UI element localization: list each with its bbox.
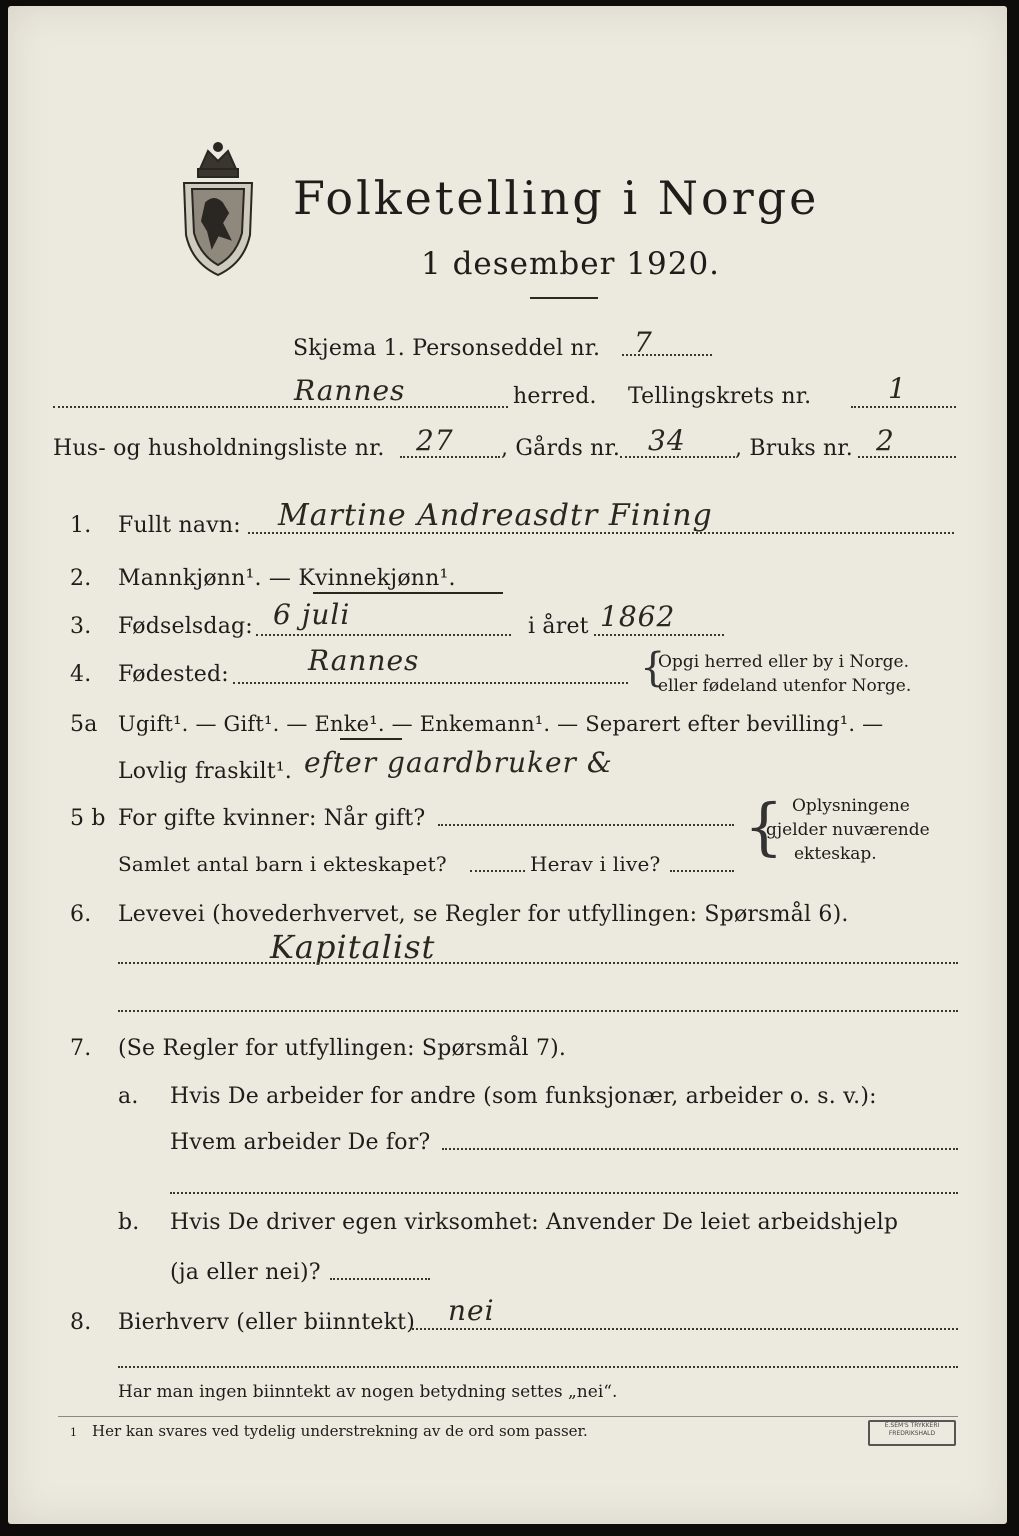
page-subtitle: 1 desember 1920. bbox=[421, 246, 721, 282]
herred-value: Rannes bbox=[294, 374, 406, 407]
q5b-brace: { bbox=[744, 790, 784, 863]
q5a-label-2: Lovlig fraskilt¹. bbox=[118, 759, 292, 784]
hus-value: 27 bbox=[416, 424, 454, 457]
q8-note: Har man ingen biinntekt av nogen betydning settes „nei“. bbox=[118, 1382, 618, 1402]
q7b-number: b. bbox=[118, 1210, 140, 1235]
q5b-note-line3: ekteskap. bbox=[794, 844, 877, 864]
bruks-dots bbox=[858, 456, 956, 458]
printer-stamp bbox=[868, 1420, 956, 1446]
skjema-label: Skjema 1. Personseddel nr. bbox=[293, 336, 601, 361]
q5a-underline bbox=[340, 738, 402, 740]
q5b-number: 5 b bbox=[70, 806, 106, 831]
q6-dots-2 bbox=[118, 1010, 958, 1012]
q5b-note-line2: gjelder nuværende bbox=[766, 820, 930, 840]
q6-number: 6. bbox=[70, 902, 92, 927]
q2-number: 2. bbox=[70, 566, 92, 591]
q6-dots-1 bbox=[118, 962, 958, 964]
printer-stamp-line1: E.SEM'S TRYKKERI bbox=[884, 1422, 940, 1429]
census-form-page bbox=[8, 6, 1007, 1524]
q1-number: 1. bbox=[70, 513, 92, 538]
q1-label: Fullt navn: bbox=[118, 513, 241, 538]
q7a-label: Hvis De arbeider for andre (som funksjonær, arbeider o. s. v.): bbox=[170, 1084, 877, 1109]
q8-dots bbox=[412, 1328, 958, 1330]
q5b-label-2: Samlet antal barn i ekteskapet? bbox=[118, 852, 447, 876]
tellingskrets-label: Tellingskrets nr. bbox=[628, 384, 812, 409]
q7a-label-2: Hvem arbeider De for? bbox=[170, 1130, 431, 1155]
q5a-number: 5a bbox=[70, 712, 98, 737]
q4-value: Rannes bbox=[308, 644, 420, 677]
footnote-mark: 1 bbox=[70, 1426, 77, 1439]
gards-label: , Gårds nr. bbox=[501, 436, 621, 461]
skjema-value: 7 bbox=[634, 326, 653, 359]
q5a-value: efter gaardbruker & bbox=[304, 746, 613, 779]
q7-number: 7. bbox=[70, 1036, 92, 1061]
q5a-label: Ugift¹. — Gift¹. — Enke¹. — Enkemann¹. — Separert efter bevilling¹. — bbox=[118, 712, 884, 736]
q7a-dots-2 bbox=[170, 1192, 958, 1194]
footnote-rule bbox=[58, 1416, 958, 1417]
bruks-label: , Bruks nr. bbox=[735, 436, 853, 461]
footnote-text: Her kan svares ved tydelig understrekning av de ord som passer. bbox=[92, 1422, 588, 1440]
title-divider bbox=[530, 297, 598, 299]
q8-value: nei bbox=[448, 1294, 495, 1327]
q2-label: Mannkjønn¹. — Kvinnekjønn¹. bbox=[118, 566, 456, 591]
q3-label: Fødselsdag: bbox=[118, 614, 253, 639]
q5b-note-line1: Oplysningene bbox=[792, 796, 910, 816]
printer-stamp-line2: FREDRIKSHALD bbox=[888, 1430, 936, 1437]
q8-dots-2 bbox=[118, 1366, 958, 1368]
q5b-label-3: Herav i live? bbox=[530, 852, 661, 876]
q4-brace: { bbox=[640, 645, 666, 691]
q3-number: 3. bbox=[70, 614, 92, 639]
q2-underline bbox=[313, 592, 503, 594]
q3-dots bbox=[256, 634, 511, 636]
q5b-dots-3 bbox=[670, 870, 734, 872]
coat-of-arms-icon bbox=[178, 139, 258, 279]
q6-label: Levevei (hovederhvervet, se Regler for utfyllingen: Spørsmål 6). bbox=[118, 902, 849, 927]
q4-number: 4. bbox=[70, 662, 92, 687]
bruks-value: 2 bbox=[876, 424, 895, 457]
q4-note-line1: Opgi herred eller by i Norge. bbox=[658, 652, 909, 672]
herred-dots bbox=[53, 406, 508, 408]
q7a-dots bbox=[442, 1148, 958, 1150]
q4-dots bbox=[233, 682, 628, 684]
q4-label: Fødested: bbox=[118, 662, 229, 687]
q3-value: 6 juli bbox=[273, 598, 351, 631]
q8-label: Bierhverv (eller biinntekt) bbox=[118, 1310, 416, 1335]
q3-year-label: i året bbox=[528, 614, 589, 639]
q6-value: Kapitalist bbox=[270, 928, 436, 966]
gards-value: 34 bbox=[648, 424, 686, 457]
tellingskrets-value: 1 bbox=[888, 372, 907, 405]
hus-label: Hus- og husholdningsliste nr. bbox=[53, 436, 385, 461]
q7b-label: Hvis De driver egen virksomhet: Anvender De leiet arbeidshjelp bbox=[170, 1210, 899, 1235]
page-title: Folketelling i Norge bbox=[293, 171, 820, 225]
q7a-number: a. bbox=[118, 1084, 139, 1109]
q5b-dots-2 bbox=[470, 870, 525, 872]
q3-year-value: 1862 bbox=[600, 600, 676, 633]
q5b-label: For gifte kvinner: Når gift? bbox=[118, 806, 426, 831]
q7b-dots bbox=[330, 1278, 430, 1280]
herred-label: herred. bbox=[513, 384, 597, 409]
q8-number: 8. bbox=[70, 1310, 92, 1335]
q7-label: (Se Regler for utfyllingen: Spørsmål 7). bbox=[118, 1036, 567, 1061]
tellingskrets-dots bbox=[851, 406, 956, 408]
q4-note-line2: eller fødeland utenfor Norge. bbox=[658, 676, 912, 696]
q5b-dots bbox=[438, 824, 734, 826]
q3-year-dots bbox=[594, 634, 724, 636]
q1-value: Martine Andreasdtr Fining bbox=[278, 498, 713, 533]
q7b-label-2: (ja eller nei)? bbox=[170, 1260, 321, 1285]
